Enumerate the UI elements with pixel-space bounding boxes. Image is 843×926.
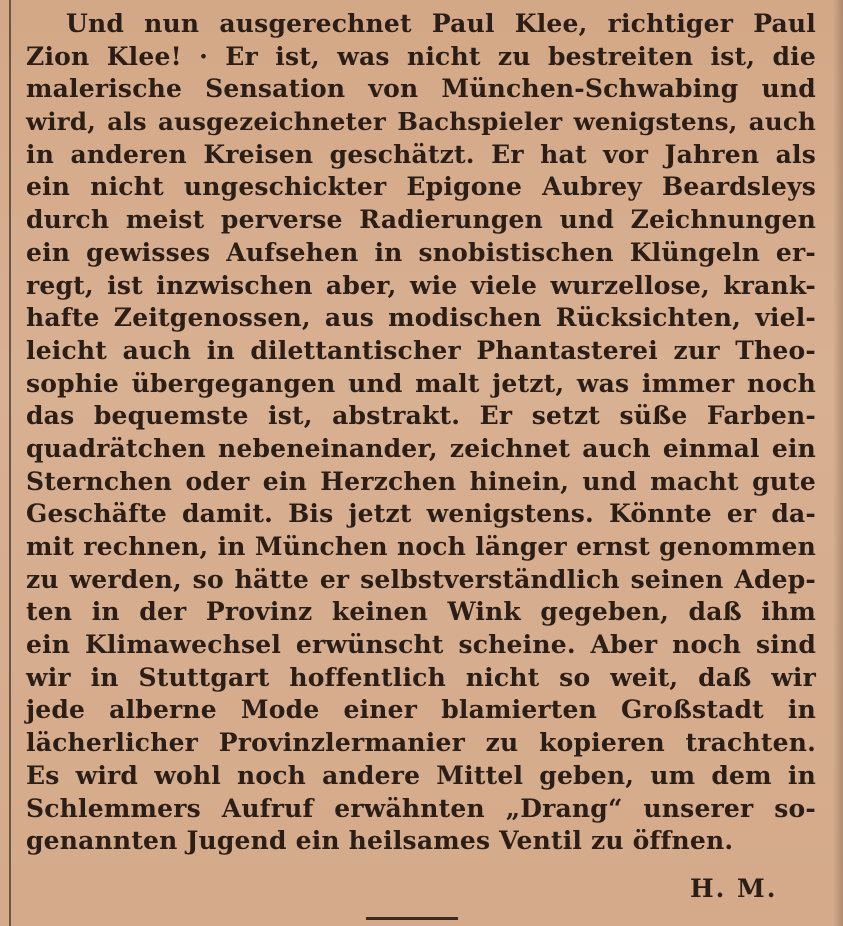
article-line: jede alberne Mode einer blamierten Großstadt in [26, 695, 816, 725]
article-line: ein Klimawechsel erwünscht scheine. Aber noch sind [26, 630, 816, 660]
article-line: wird, als ausgezeichneter Bachspieler wenigstens, auch [26, 107, 816, 137]
article-body [26, 8, 816, 858]
article-line: Es wird wohl noch andere Mittel geben, um dem in [26, 760, 816, 790]
column-rule [9, 0, 11, 926]
article-line: regt, ist inzwischen aber, wie viele wurzellose, krank- [26, 270, 816, 300]
article-line: durch meist perverse Radierungen und Zeichnungen [26, 205, 816, 235]
article-line: genannten Jugend ein heilsames Ventil zu öffnen. [26, 826, 734, 856]
article-line: in anderen Kreisen geschätzt. Er hat vor Jahren als [26, 139, 816, 169]
page-edge-shadow [833, 0, 843, 926]
article-line: ein gewisses Aufsehen in snobistischen Klüngeln er- [26, 237, 816, 267]
article-line: Und nun ausgerechnet Paul Klee, richtiger Paul [66, 9, 816, 38]
article-line: hafte Zeitgenossen, aus modischen Rücksichten, viel- [26, 303, 816, 333]
article-line: wir in Stuttgart hoffentlich nicht so weit, daß wir [26, 662, 816, 692]
article-line: sophie übergegangen und malt jetzt, was immer noch [26, 368, 816, 398]
article-line: leicht auch in dilettantischer Phantasterei zur Theo- [26, 335, 816, 365]
article-line: lächerlicher Provinzlermanier zu kopieren trachten. [26, 728, 816, 758]
article-line: Sternchen oder ein Herzchen hinein, und macht gute [26, 466, 816, 496]
article-line: Zion Klee! · Er ist, was nicht zu bestreiten ist, die [26, 41, 816, 71]
article-line: quadrätchen nebeneinander, zeichnet auch einmal ein [26, 433, 816, 463]
article-line: das bequemste ist, abstrakt. Er setzt süße Farben- [26, 401, 816, 431]
article-line: Geschäfte damit. Bis jetzt wenigstens. Könnte er da- [26, 499, 816, 529]
article-line: malerische Sensation von München-Schwabing und [26, 74, 816, 104]
article-line: zu werden, so hätte er selbstverständlich seinen Adep- [26, 564, 816, 594]
section-divider [366, 917, 458, 920]
article-line: Schlemmers Aufruf erwähnten „Drang“ unserer so- [26, 793, 816, 823]
author-signature: H. M. [690, 874, 778, 903]
article-line: ten in der Provinz keinen Wink gegeben, daß ihm [26, 597, 816, 627]
article-line: ein nicht ungeschickter Epigone Aubrey Beardsleys [26, 172, 816, 202]
article-line: mit rechnen, in München noch länger ernst genommen [26, 532, 816, 561]
